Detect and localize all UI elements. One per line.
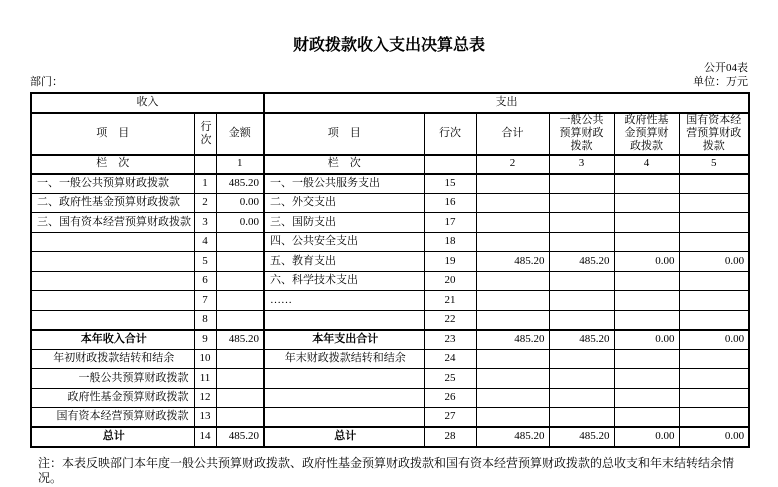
- expense-value-cell: [549, 349, 614, 369]
- expense-value-cell: [614, 213, 679, 233]
- income-line-cell: 10: [194, 349, 216, 369]
- column-number-5: 5: [679, 155, 749, 174]
- income-line-cell: 5: [194, 252, 216, 272]
- table-row: [31, 213, 749, 233]
- table-code: 公开04表: [704, 62, 748, 74]
- income-line-cell: 7: [194, 291, 216, 311]
- expense-value-cell: 0.00: [679, 427, 749, 447]
- expense-value-cell: 485.20: [476, 252, 549, 272]
- expense-value-cell: [679, 310, 749, 330]
- expense-line-cell: 25: [424, 369, 476, 389]
- expense-item-cell: 总计: [264, 427, 424, 447]
- expense-value-cell: [549, 174, 614, 194]
- amount-header: 金额: [216, 113, 264, 155]
- expense-value-cell: [549, 408, 614, 428]
- expense-value-cell: [549, 271, 614, 291]
- expense-value-cell: 0.00: [679, 330, 749, 350]
- expense-line-cell: 21: [424, 291, 476, 311]
- expense-value-cell: [476, 291, 549, 311]
- income-amount-cell: 0.00: [216, 213, 264, 233]
- expense-value-cell: [549, 213, 614, 233]
- expense-line-cell: 23: [424, 330, 476, 350]
- income-line-cell: 2: [194, 193, 216, 213]
- expense-value-cell: [476, 193, 549, 213]
- income-amount-cell: 485.20: [216, 427, 264, 447]
- expense-item-cell: 本年支出合计: [264, 330, 424, 350]
- expense-value-cell: [679, 408, 749, 428]
- income-line-cell: 9: [194, 330, 216, 350]
- expense-value-cell: [549, 193, 614, 213]
- expense-value-cell: [614, 193, 679, 213]
- expense-value-cell: [614, 408, 679, 428]
- income-item-cell: 三、国有资本经营预算财政拨款: [31, 213, 194, 233]
- expense-value-cell: 485.20: [476, 427, 549, 447]
- income-amount-cell: [216, 232, 264, 252]
- income-item-cell: 国有资本经营预算财政拨款: [31, 408, 194, 428]
- column-number-1: 1: [216, 155, 264, 174]
- expense-item-header: 项 目: [264, 113, 424, 155]
- expense-column-index-label: 栏 次: [264, 155, 424, 174]
- expense-item-cell: 六、科学技术支出: [264, 271, 424, 291]
- expense-value-cell: [679, 232, 749, 252]
- column-number-2: 2: [476, 155, 549, 174]
- expense-line-cell: 15: [424, 174, 476, 194]
- expense-value-cell: [549, 310, 614, 330]
- table-row: [31, 193, 749, 213]
- expense-item-cell: 一、一般公共服务支出: [264, 174, 424, 194]
- expense-value-cell: 0.00: [614, 427, 679, 447]
- table-row: [31, 252, 749, 272]
- unit-label: 单位：万元: [693, 76, 748, 88]
- empty-cell: [424, 155, 476, 174]
- expense-value-cell: [476, 232, 549, 252]
- column-number-3: 3: [549, 155, 614, 174]
- expense-line-cell: 22: [424, 310, 476, 330]
- expense-line-cell: 20: [424, 271, 476, 291]
- income-amount-cell: 485.20: [216, 174, 264, 194]
- income-line-header: 行次: [194, 113, 216, 155]
- expense-value-cell: [614, 291, 679, 311]
- expense-item-cell: 五、教育支出: [264, 252, 424, 272]
- government-fund-budget-header: 政府性基金预算财政拨款: [614, 113, 679, 155]
- expense-value-cell: [476, 213, 549, 233]
- expense-item-cell: ……: [264, 291, 424, 311]
- table-row: [31, 369, 749, 389]
- income-item-cell: [31, 232, 194, 252]
- expense-value-cell: [679, 388, 749, 408]
- expense-value-cell: [476, 349, 549, 369]
- expense-value-cell: [614, 388, 679, 408]
- expense-line-cell: 17: [424, 213, 476, 233]
- income-item-cell: 一般公共预算财政拨款: [31, 369, 194, 389]
- income-line-cell: 12: [194, 388, 216, 408]
- expense-value-cell: [476, 174, 549, 194]
- expense-item-cell: [264, 408, 424, 428]
- income-amount-cell: [216, 349, 264, 369]
- income-item-cell: 一、一般公共预算财政拨款: [31, 174, 194, 194]
- expense-value-cell: [679, 174, 749, 194]
- table-row: [31, 427, 749, 447]
- expense-item-cell: [264, 369, 424, 389]
- income-line-cell: 14: [194, 427, 216, 447]
- table-row: [31, 408, 749, 428]
- footnote: 注：本表反映部门本年度一般公共预算财政拨款、政府性基金预算财政拨款和国有资本经营预算财政拨款的总收支和年末结转结余情况。: [38, 455, 735, 485]
- expense-value-cell: [614, 369, 679, 389]
- table-body: [31, 174, 749, 447]
- income-item-cell: 本年收入合计: [31, 330, 194, 350]
- empty-cell: [194, 155, 216, 174]
- expense-line-cell: 16: [424, 193, 476, 213]
- expense-value-cell: [614, 271, 679, 291]
- expense-value-cell: [549, 232, 614, 252]
- income-line-cell: 4: [194, 232, 216, 252]
- income-amount-cell: [216, 310, 264, 330]
- income-section-header: 收入: [31, 93, 264, 113]
- expense-value-cell: [549, 388, 614, 408]
- expense-value-cell: [476, 369, 549, 389]
- income-amount-cell: [216, 408, 264, 428]
- total-header: 合计: [476, 113, 549, 155]
- expense-value-cell: [679, 193, 749, 213]
- expense-value-cell: [679, 271, 749, 291]
- income-column-index-label: 栏 次: [31, 155, 194, 174]
- expense-line-cell: 26: [424, 388, 476, 408]
- expense-line-header: 行次: [424, 113, 476, 155]
- income-line-cell: 1: [194, 174, 216, 194]
- meta-row: [30, 76, 748, 89]
- expense-value-cell: 0.00: [614, 330, 679, 350]
- page-title: 财政拨款收入支出决算总表: [292, 37, 485, 54]
- expense-line-cell: 28: [424, 427, 476, 447]
- table-row: [31, 174, 749, 194]
- expense-value-cell: [476, 408, 549, 428]
- income-line-cell: 8: [194, 310, 216, 330]
- expense-value-cell: [614, 232, 679, 252]
- income-item-cell: [31, 271, 194, 291]
- table-row: [31, 232, 749, 252]
- income-amount-cell: [216, 369, 264, 389]
- income-item-cell: 二、政府性基金预算财政拨款: [31, 193, 194, 213]
- income-amount-cell: [216, 388, 264, 408]
- expense-item-cell: 四、公共安全支出: [264, 232, 424, 252]
- table-row: [31, 349, 749, 369]
- expense-section-header: 支出: [264, 93, 749, 113]
- fiscal-table: [30, 92, 750, 448]
- income-amount-cell: [216, 252, 264, 272]
- expense-item-cell: [264, 310, 424, 330]
- income-amount-cell: 0.00: [216, 193, 264, 213]
- expense-line-cell: 18: [424, 232, 476, 252]
- expense-value-cell: [614, 174, 679, 194]
- column-index-row: [31, 155, 749, 174]
- table-row: [31, 271, 749, 291]
- expense-value-cell: [549, 369, 614, 389]
- expense-line-cell: 19: [424, 252, 476, 272]
- expense-value-cell: [614, 310, 679, 330]
- department-label: 部门：: [30, 76, 63, 88]
- expense-item-cell: [264, 388, 424, 408]
- expense-value-cell: [476, 271, 549, 291]
- income-amount-cell: [216, 291, 264, 311]
- income-item-cell: 政府性基金预算财政拨款: [31, 388, 194, 408]
- expense-line-cell: 24: [424, 349, 476, 369]
- income-amount-cell: [216, 271, 264, 291]
- expense-value-cell: [476, 388, 549, 408]
- expense-value-cell: [679, 213, 749, 233]
- income-item-cell: [31, 310, 194, 330]
- expense-value-cell: [476, 310, 549, 330]
- expense-item-cell: 三、国防支出: [264, 213, 424, 233]
- expense-item-cell: 二、外交支出: [264, 193, 424, 213]
- income-line-cell: 13: [194, 408, 216, 428]
- state-capital-budget-header: 国有资本经营预算财政拨款: [679, 113, 749, 155]
- table-row: [31, 291, 749, 311]
- income-item-cell: [31, 252, 194, 272]
- table-row: [31, 310, 749, 330]
- column-number-4: 4: [614, 155, 679, 174]
- expense-item-cell: 年末财政拨款结转和结余: [264, 349, 424, 369]
- income-amount-cell: 485.20: [216, 330, 264, 350]
- expense-value-cell: 485.20: [549, 330, 614, 350]
- expense-value-cell: 0.00: [679, 252, 749, 272]
- income-item-cell: 总计: [31, 427, 194, 447]
- income-line-cell: 11: [194, 369, 216, 389]
- expense-value-cell: 485.20: [476, 330, 549, 350]
- table-row: [31, 330, 749, 350]
- expense-value-cell: [549, 291, 614, 311]
- expense-line-cell: 27: [424, 408, 476, 428]
- income-item-cell: [31, 291, 194, 311]
- expense-value-cell: 485.20: [549, 252, 614, 272]
- expense-value-cell: [679, 291, 749, 311]
- table-row: [31, 388, 749, 408]
- income-item-cell: 年初财政拨款结转和结余: [31, 349, 194, 369]
- expense-value-cell: 485.20: [549, 427, 614, 447]
- expense-value-cell: [614, 349, 679, 369]
- income-line-cell: 3: [194, 213, 216, 233]
- general-public-budget-header: 一般公共预算财政拨款: [549, 113, 614, 155]
- income-item-header: 项 目: [31, 113, 194, 155]
- expense-value-cell: [679, 349, 749, 369]
- column-header-row: [31, 113, 749, 155]
- expense-value-cell: [679, 369, 749, 389]
- income-line-cell: 6: [194, 271, 216, 291]
- section-header-row: [31, 93, 749, 113]
- expense-value-cell: 0.00: [614, 252, 679, 272]
